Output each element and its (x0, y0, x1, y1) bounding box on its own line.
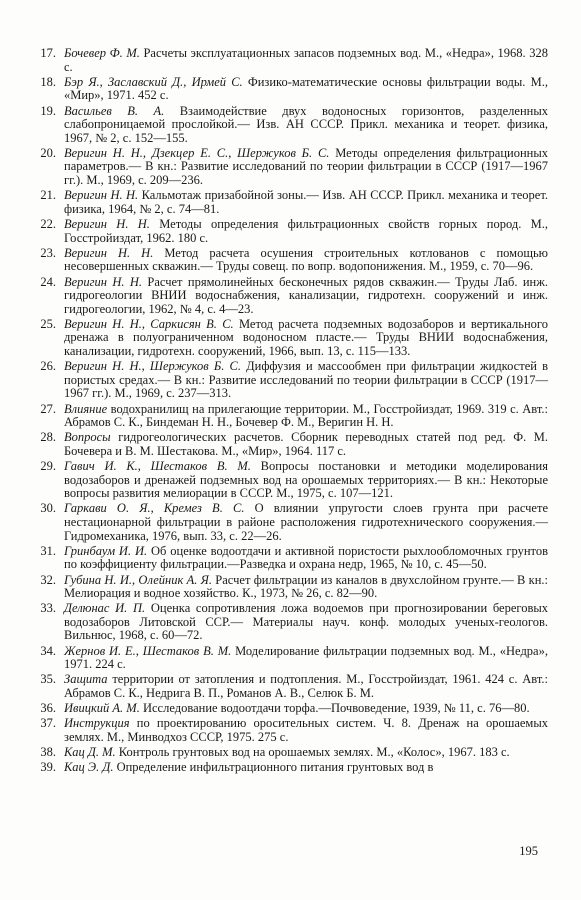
reference-text: Метод расчета подземных водозаборов и вертикального дренажа в полуограниченном водоносном пласте.— Труды ВНИИ водоснабжения, канализации, гидротехн. сооружений, 1966, вып. 13, с. 115—133. (64, 316, 548, 358)
reference-author: Инструкция (64, 716, 130, 731)
page-number: 195 (519, 844, 538, 858)
reference-author: Веригин Н. Н. (64, 188, 139, 203)
reference-number: 29. (40, 459, 56, 474)
reference-entry (28, 318, 548, 359)
reference-author: Вопросы (64, 430, 111, 445)
reference-text: Метод расчета осушения строительных котлованов с помощью несовершенных скважин.— Труды совещ. по вопр. водопонижения. М., 1959, с. 70—96. (64, 245, 548, 274)
reference-entry (28, 105, 548, 146)
reference-text: Расчет фильтрации из каналов в двухслойном грунте.— В кн.: Мелиорация и водное хозяйство. К., 1973, № 26, с. 82—90. (64, 572, 549, 601)
reference-author: Ивицкий А. М. (64, 701, 140, 716)
reference-number: 35. (40, 672, 56, 687)
reference-author: Васильев В. А. (64, 103, 165, 118)
reference-number: 19. (40, 103, 56, 118)
reference-entry (28, 574, 548, 601)
reference-author: Гавич И. К., Шестаков В. М. (64, 459, 251, 474)
reference-number: 36. (40, 701, 56, 716)
reference-entry (28, 460, 548, 501)
reference-number: 23. (40, 245, 56, 260)
reference-number: 33. (40, 601, 56, 616)
reference-list (28, 47, 548, 777)
reference-text: Определение инфильтрационного питания грунтовых вод в (113, 760, 434, 775)
reference-text: Кальмотаж призабойной зоны.— Изв. АН СССР. Прикл. механика и теорет. физика, 1964, № 2, с. 74—81. (64, 188, 548, 216)
reference-number: 28. (40, 430, 56, 445)
reference-entry (28, 360, 548, 401)
reference-number: 32. (40, 572, 56, 587)
reference-text: Об оценке водоотдачи и активной пористости рыхлообломочных грунтов по коэффициенту фильтрации.—Разведка и охрана недр, 1965, № 10, с. 45—50. (64, 543, 548, 572)
reference-author: Веригин Н. Н., Саркисян В. С. (64, 316, 234, 331)
reference-text: по проектированию оросительных систем. Ч. 8. Дренаж на орошаемых землях. М., Минводхоз СССР, 1975. 275 с. (64, 716, 548, 744)
reference-entry (28, 189, 548, 216)
reference-text: Контроль грунтовых вод на орошаемых землях. М., «Колос», 1967. 183 с. (115, 745, 510, 760)
reference-text: Моделирование фильтрации подземных вод. М., «Недра», 1971. 224 с. (64, 643, 548, 672)
reference-author: Гринбаум И. И. (64, 543, 148, 558)
reference-author: Кац Э. Д. (64, 760, 114, 775)
reference-number: 17. (40, 46, 56, 60)
reference-author: Веригин Н. Н. (64, 217, 150, 231)
reference-entry (28, 545, 548, 572)
reference-author: Веригин Н. Н., Дзекцер Е. С., Шержуков Б. С. (64, 145, 330, 160)
reference-text: водохранилищ на прилегающие территории. М., Госстройиздат, 1969. 319 с. Авт.: Абрамов С. К., Биндеман Н. Н., Бочевер Ф. М., Веригин Н. Н. (64, 401, 548, 430)
reference-entry (28, 502, 548, 543)
reference-text: Исследование водоотдачи торфа.—Почвоведение, 1939, № 11, с. 76—80. (139, 701, 530, 716)
reference-entry (28, 76, 548, 103)
reference-text: Физико-математические основы фильтрации воды. М., «Мир», 1971. 452 с. (64, 74, 548, 103)
reference-author: Влияние (64, 401, 108, 416)
reference-entry (28, 47, 548, 74)
reference-text: О влиянии упругости слоев грунта при расчете нестационарной фильтрации в районе расположения гидротехнического сооружения.— Гидромеханика, 1976, вып. 33, с. 22—26. (64, 501, 548, 543)
reference-number: 20. (40, 145, 56, 160)
reference-text: Расчет прямолинейных бесконечных рядов скважин.— Труды Лаб. инж. гидрогеологии ВНИИ водоснабжения, канализации, гидротехн. сооружений и инж. гидрогеологии, 1962, № 4, с. 4—23. (64, 274, 548, 316)
reference-entry (28, 673, 548, 700)
reference-entry (28, 761, 548, 775)
reference-entry (28, 218, 548, 245)
reference-number: 39. (40, 760, 56, 775)
reference-author: Бочевер Ф. М. (64, 46, 140, 60)
reference-author: Веригин Н. Н. (64, 245, 154, 260)
reference-text: Расчеты эксплуатационных запасов подземных вод. М., «Недра», 1968. 328 с. (64, 46, 549, 74)
reference-number: 18. (40, 74, 56, 89)
reference-number: 30. (40, 501, 56, 516)
reference-number: 26. (40, 359, 56, 374)
reference-number: 27. (40, 401, 56, 416)
reference-entry (28, 403, 548, 430)
reference-entry (28, 746, 548, 760)
reference-text: гидрогеологических расчетов. Сборник переводных статей под ред. Ф. М. Бочевера и В. М. Шестакова. М., «Мир», 1964. 117 с. (64, 430, 548, 458)
reference-number: 38. (40, 745, 56, 760)
reference-entry (28, 602, 548, 643)
reference-author: Веригин Н. Н., Шержуков Б. С. (64, 359, 241, 374)
reference-number: 21. (40, 188, 56, 203)
reference-author: Жернов И. Е., Шестаков В. М. (64, 643, 232, 658)
reference-author: Защита (64, 672, 108, 687)
reference-text: Вопросы постановки и методики моделирования водозаборов и дренажей подземных вод на орошаемых территориях.— В кн.: Некоторые вопросы развития мелиорации в СССР. М., 1975, с. 107—121. (64, 459, 548, 501)
reference-entry (28, 717, 548, 744)
reference-author: Губина Н. И., Олейник А. Я. (64, 572, 213, 587)
reference-entry (28, 247, 548, 274)
reference-entry (28, 702, 548, 716)
reference-entry (28, 645, 548, 672)
reference-author: Гаркави О. Я., Кремез В. С. (64, 501, 245, 516)
reference-text: Взаимодействие двух водоносных горизонтов, разделенных слабопроницаемой прослойкой.— Изв. АН СССР. Прикл. механика и теорет. физика, 1967, № 2, с. 152—155. (64, 103, 548, 145)
reference-text: Методы определения фильтрационных свойств горных пород. М., Госстройиздат, 1962. 180 с. (64, 217, 548, 245)
reference-text: Диффузия и массообмен при фильтрации жидкостей в пористых средах.— В кн.: Развитие исследований по теории фильтрации в СССР (1917—1967 гг.). М., 1969, с. 237—313. (64, 359, 548, 401)
reference-text: Оценка сопротивления ложа водоемов при прогнозировании береговых водозаборов Литовской ССР.— Материалы науч. конф. молодых ученых-геологов. Вильнюс, 1968, с. 60—72. (64, 601, 548, 643)
reference-number: 37. (40, 716, 56, 731)
reference-number: 22. (40, 217, 56, 231)
reference-text: территории от затопления и подтопления. М., Госстройиздат, 1961. 424 с. Авт.: Абрамов С. К., Недрига В. П., Романов А. В., Селюк Б. М. (64, 672, 548, 700)
reference-number: 31. (40, 543, 56, 558)
reference-author: Веригин Н. Н. (64, 274, 143, 289)
reference-author: Бэр Я., Заславский Д., Ирмей С. (64, 74, 243, 89)
reference-text: Методы определения фильтрационных параметров.— В кн.: Развитие исследований по теории фильтрации в СССР (1917—1967 гг.). М., 1969, с. 209—236. (64, 145, 548, 187)
reference-entry (28, 147, 548, 188)
reference-entry (28, 276, 548, 317)
reference-number: 24. (40, 274, 56, 289)
reference-number: 34. (40, 643, 56, 658)
reference-entry (28, 431, 548, 458)
reference-number: 25. (40, 316, 56, 331)
reference-author: Кац Д. М. (64, 745, 116, 760)
reference-author: Делюнас И. П. (64, 601, 146, 616)
